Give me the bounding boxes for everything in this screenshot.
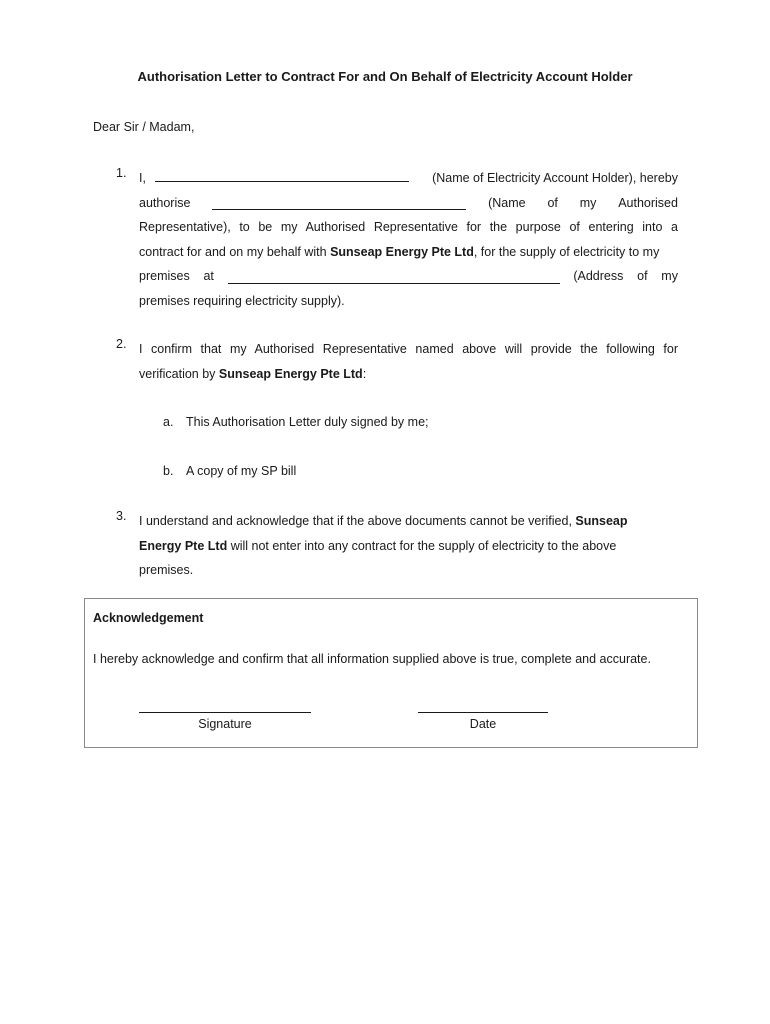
- sub-item-b: [163, 459, 296, 484]
- item-text: premises: [139, 269, 190, 283]
- item-text: of: [637, 269, 648, 283]
- sub-item-text: A copy of my SP bill: [186, 464, 297, 478]
- item-text: (Name of Electricity Account Holder), hereby: [432, 171, 678, 185]
- acknowledgement-box: [84, 598, 698, 748]
- signature-label: Signature: [198, 717, 252, 731]
- item-text: premises.: [139, 563, 194, 577]
- item-text: my: [579, 195, 597, 210]
- sub-item-text: This Authorisation Letter duly signed by me;: [186, 415, 429, 429]
- item-text: Authorised: [618, 195, 678, 210]
- item-text: (Address: [573, 269, 624, 283]
- company-name: Sunseap Energy Pte Ltd: [330, 244, 474, 259]
- item-text: verification by: [139, 366, 219, 381]
- list-item-3: [93, 509, 678, 583]
- account-holder-name-field[interactable]: [155, 167, 409, 182]
- item-text: Representative), to be my Authorised Representative for the purpose of entering into a: [139, 220, 678, 234]
- signature-field[interactable]: [139, 712, 311, 713]
- company-name: Energy Pte Ltd: [139, 538, 228, 553]
- premises-address-field[interactable]: [228, 269, 560, 284]
- item-text: at: [203, 269, 214, 283]
- list-item-1: [93, 166, 678, 313]
- item-text: premises requiring electricity supply).: [139, 293, 345, 308]
- item-text: of: [547, 195, 558, 210]
- item-text: contract for and on my behalf with: [139, 244, 331, 259]
- item-text: I,: [139, 171, 146, 185]
- company-name: Sunseap: [575, 514, 628, 528]
- acknowledgement-heading: Acknowledgement: [93, 611, 204, 625]
- item-number: 3.: [116, 509, 127, 523]
- sub-item-letter: b.: [163, 464, 174, 478]
- item-text: I confirm that my Authorised Representative named above will provide the following for: [139, 342, 678, 356]
- item-number: 1.: [116, 166, 127, 180]
- item-text: , for the supply of electricity to my: [473, 244, 660, 259]
- date-field[interactable]: [418, 712, 548, 713]
- item-text: will not enter into any contract for the supply of electricity to the above: [227, 538, 617, 553]
- company-name: Sunseap Energy Pte Ltd: [218, 366, 363, 381]
- item-text: my: [661, 269, 678, 283]
- salutation: Dear Sir / Madam,: [93, 120, 195, 134]
- list-item-2: [93, 337, 678, 386]
- sub-item-letter: a.: [163, 415, 174, 429]
- sub-item-a: [163, 410, 429, 435]
- acknowledgement-text: I hereby acknowledge and confirm that all information supplied above is true, complete and accurate.: [93, 652, 651, 666]
- date-label: Date: [469, 717, 497, 731]
- item-text: authorise: [139, 195, 191, 210]
- item-text: (Name: [488, 195, 526, 210]
- item-text: :: [362, 366, 367, 381]
- document-title: Authorisation Letter to Contract For and On Behalf of Electricity Account Holder: [137, 69, 633, 84]
- authorised-representative-name-field[interactable]: [212, 195, 466, 210]
- item-number: 2.: [116, 337, 127, 351]
- item-text: I understand and acknowledge that if the above documents cannot be verified,: [139, 514, 576, 528]
